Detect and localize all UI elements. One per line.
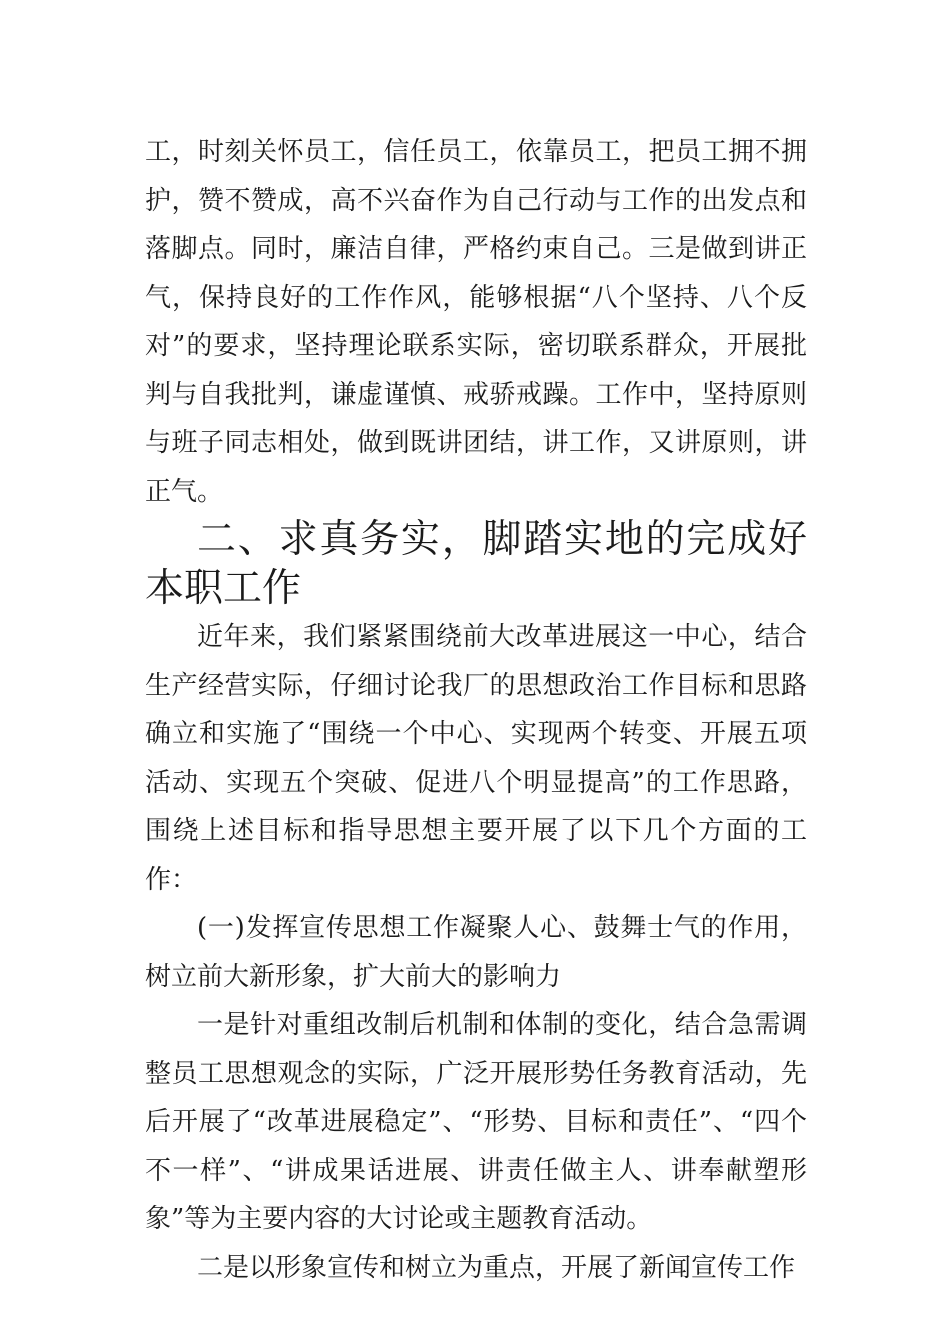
document-page bbox=[145, 128, 807, 1292]
section-heading: 二、求真务实，脚踏实地的完成好本职工作 bbox=[145, 517, 807, 611]
body-paragraph-2: 近年来，我们紧紧围绕前大改革进展这一中心，结合生产经营实际，仔细讨论我厂的思想政治工作目标和思路确立和实施了“围绕一个中心、实现两个转变、开展五项活动、实现五个突破、促进八个明显提高”的工作思路，围绕上述目标和指导思想主要开展了以下几个方面的工作： bbox=[145, 622, 807, 895]
body-paragraph-1: 工，时刻关怀员工，信任员工，依靠员工，把员工拥不拥护，赞不赞成，高不兴奋作为自己行动与工作的出发点和落脚点。同时，廉洁自律，严格约束自己。三是做到讲正气，保持良好的工作作风，能够根据“八个坚持、八个反对”的要求，坚持理论联系实际，密切联系群众，开展批判与自我批判，谦虚谨慎、戒骄戒躁。工作中，坚持原则与班子同志相处，做到既讲团结，讲工作，又讲原则，讲正气。 bbox=[145, 137, 807, 507]
body-paragraph-4: 二是以形象宣传和树立为重点，开展了新闻宣传工作 bbox=[197, 1252, 796, 1283]
body-paragraph-3: 一是针对重组改制后机制和体制的变化，结合急需调整员工思想观念的实际，广泛开展形势任务教育活动，先后开展了“改革进展稳定”、“形势、目标和责任”、“四个不一样”、“讲成果话进展、讲责任做主人、讲奉献塑形象”等为主要内容的大讨论或主题教育活动。 bbox=[145, 1010, 807, 1234]
subsection-heading: (一)发挥宣传思想工作凝聚人心、鼓舞士气的作用，树立前大新形象，扩大前大的影响力 bbox=[145, 913, 807, 992]
